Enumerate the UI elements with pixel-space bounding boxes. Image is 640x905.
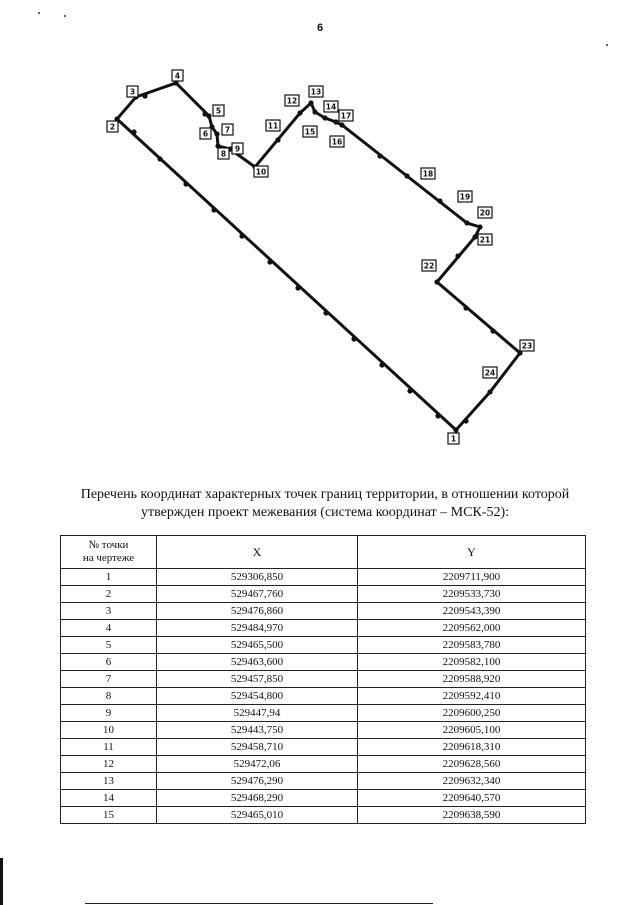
table-row [61, 569, 586, 586]
point-label-9 [232, 143, 243, 154]
caption-line: утвержден проект межевания (система координат – МСК-52): [140, 505, 510, 520]
x-cell: 529468,290 [157, 790, 358, 807]
point-label-24 [483, 367, 497, 378]
vertex-dot [312, 109, 317, 114]
svg-text:13: 13 [310, 87, 322, 97]
y-cell: 2209640,570 [358, 790, 586, 807]
x-cell: 529458,710 [157, 739, 358, 756]
vertex-dot [333, 119, 338, 124]
bottom-rule [85, 903, 433, 904]
point-label-22 [422, 260, 436, 271]
vertex-dot [297, 110, 302, 115]
vertex-dot [407, 388, 412, 393]
point-label-17 [339, 110, 353, 121]
vertex-dot [339, 122, 344, 127]
y-cell: 2209600,250 [358, 705, 586, 722]
vertex-dot [404, 173, 409, 178]
vertex-dot [463, 418, 468, 423]
svg-text:22: 22 [423, 261, 435, 271]
vertex-dot [183, 181, 188, 186]
y-cell: 2209605,100 [358, 722, 586, 739]
y-cell: 2209562,000 [358, 620, 586, 637]
x-cell: 529465,010 [157, 807, 358, 824]
svg-text:20: 20 [479, 208, 491, 218]
vertex-dot [351, 336, 356, 341]
y-cell: 2209592,410 [358, 688, 586, 705]
table-row [61, 756, 586, 773]
point-label-13 [309, 86, 323, 97]
point-number-header [61, 536, 157, 569]
x-cell: 529443,750 [157, 722, 358, 739]
svg-text:24: 24 [484, 368, 496, 378]
svg-text:5: 5 [215, 106, 222, 116]
vertex-dots [114, 80, 522, 432]
table-row [61, 722, 586, 739]
point-number-cell: 9 [61, 705, 157, 722]
x-cell: 529476,290 [157, 773, 358, 790]
vertex-dot [267, 259, 272, 264]
svg-text:10: 10 [255, 167, 267, 177]
x-cell: 529457,850 [157, 671, 358, 688]
vertex-dot [490, 328, 495, 333]
point-label-19 [458, 191, 472, 202]
svg-text:7: 7 [224, 125, 231, 135]
x-cell: 529454,800 [157, 688, 358, 705]
scan-edge [0, 858, 3, 905]
vertex-dot [463, 305, 468, 310]
svg-text:8: 8 [220, 149, 227, 159]
x-cell: 529306,850 [157, 569, 358, 586]
x-cell: 529463,600 [157, 654, 358, 671]
svg-text:21: 21 [479, 235, 491, 245]
vertex-dot [379, 362, 384, 367]
table-row [61, 671, 586, 688]
table-row [61, 603, 586, 620]
point-number-cell: 6 [61, 654, 157, 671]
y-cell: 2209638,590 [358, 807, 586, 824]
point-number-cell: 11 [61, 739, 157, 756]
x-cell: 529447,94 [157, 705, 358, 722]
point-number-cell: 13 [61, 773, 157, 790]
point-number-cell: 8 [61, 688, 157, 705]
point-label-20 [478, 207, 492, 218]
y-cell: 2209588,920 [358, 671, 586, 688]
table-row [61, 688, 586, 705]
point-label-11 [266, 120, 280, 131]
vertex-dot [214, 131, 219, 136]
svg-text:9: 9 [234, 144, 241, 154]
point-number-cell: 10 [61, 722, 157, 739]
vertex-dot [239, 233, 244, 238]
svg-text:14: 14 [325, 102, 337, 112]
vertex-dot [202, 111, 207, 116]
svg-text:4: 4 [174, 71, 181, 81]
point-label-10 [254, 166, 268, 177]
vertex-dot [434, 279, 439, 284]
point-label-14 [324, 101, 338, 112]
point-label-8 [218, 148, 229, 159]
svg-text:12: 12 [286, 96, 298, 106]
vertex-dot [142, 93, 147, 98]
point-label-5 [213, 105, 224, 116]
vertex-dot [323, 310, 328, 315]
table-row [61, 739, 586, 756]
point-number-header-line: на чертеже [82, 552, 135, 564]
svg-text:17: 17 [340, 111, 352, 121]
vertex-dot [211, 207, 216, 212]
x-cell: 529484,970 [157, 620, 358, 637]
point-number-cell: 12 [61, 756, 157, 773]
vertex-dot [275, 137, 280, 142]
point-number-cell: 15 [61, 807, 157, 824]
point-label-18 [421, 168, 435, 179]
point-label-1 [448, 433, 459, 444]
point-label-2 [107, 121, 118, 132]
point-number-cell: 4 [61, 620, 157, 637]
point-label-23 [520, 340, 534, 351]
y-cell: 2209533,730 [358, 586, 586, 603]
table-row [61, 790, 586, 807]
point-label-21 [478, 234, 492, 245]
table-row [61, 773, 586, 790]
table-header-row [61, 536, 586, 569]
vertex-dot [487, 389, 492, 394]
table-caption [60, 486, 590, 522]
vertex-dot [455, 253, 460, 258]
point-label-4 [172, 70, 183, 81]
svg-text:23: 23 [521, 341, 533, 351]
point-number-cell: 2 [61, 586, 157, 603]
svg-text:16: 16 [331, 137, 343, 147]
svg-text:6: 6 [202, 129, 209, 139]
point-number-cell: 7 [61, 671, 157, 688]
point-labels [107, 70, 534, 444]
y-cell: 2209543,390 [358, 603, 586, 620]
coordinates-table [60, 535, 586, 824]
y-cell: 2209618,310 [358, 739, 586, 756]
vertex-dot [157, 156, 162, 161]
vertex-dot [453, 427, 458, 432]
point-label-3 [127, 86, 138, 97]
point-label-12 [285, 95, 299, 106]
svg-text:15: 15 [304, 127, 316, 137]
y-cell: 2209711,900 [358, 569, 586, 586]
table-row [61, 637, 586, 654]
table-row [61, 705, 586, 722]
x-cell: 529472,06 [157, 756, 358, 773]
x-cell: 529465,500 [157, 637, 358, 654]
svg-text:1: 1 [450, 434, 457, 444]
table-row [61, 620, 586, 637]
y-cell: 2209583,780 [358, 637, 586, 654]
svg-text:11: 11 [267, 121, 279, 131]
vertex-dot [437, 198, 442, 203]
vertex-dot [295, 285, 300, 290]
point-number-cell: 5 [61, 637, 157, 654]
x-cell: 529467,760 [157, 586, 358, 603]
svg-text:19: 19 [459, 192, 471, 202]
x-cell: 529476,860 [157, 603, 358, 620]
point-number-cell: 3 [61, 603, 157, 620]
vertex-dot [477, 224, 482, 229]
table-row [61, 807, 586, 824]
vertex-dot [131, 129, 136, 134]
point-number-cell: 1 [61, 569, 157, 586]
point-label-7 [222, 124, 233, 135]
point-number-header-line: № точки [88, 539, 129, 551]
point-label-16 [330, 136, 344, 147]
vertex-dot [435, 413, 440, 418]
vertex-dot [464, 220, 469, 225]
vertex-dot [322, 115, 327, 120]
y-cell: 2209582,100 [358, 654, 586, 671]
vertex-dot [308, 100, 313, 105]
y-cell: 2209628,560 [358, 756, 586, 773]
svg-text:18: 18 [422, 169, 434, 179]
y-cell: 2209632,340 [358, 773, 586, 790]
svg-text:3: 3 [129, 87, 136, 97]
vertex-dot [472, 234, 477, 239]
x-header: X [157, 536, 358, 569]
table-row [61, 586, 586, 603]
caption-line: Перечень координат характерных точек границ территории, в отношении которой [80, 487, 570, 502]
svg-text:2: 2 [109, 122, 116, 132]
y-header: Y [358, 536, 586, 569]
point-number-cell: 14 [61, 790, 157, 807]
page-number: 6 [316, 22, 324, 34]
point-label-6 [200, 128, 211, 139]
vertex-dot [377, 153, 382, 158]
table-row [61, 654, 586, 671]
point-label-15 [303, 126, 317, 137]
